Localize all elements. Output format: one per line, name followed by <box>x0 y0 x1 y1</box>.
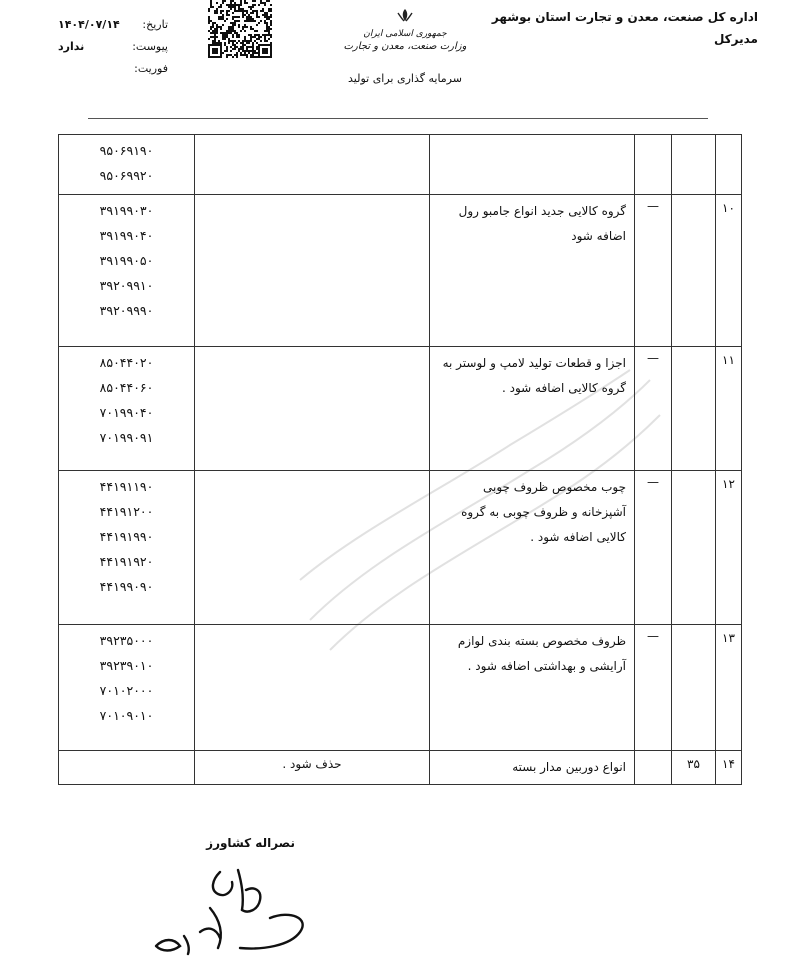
row-index: ۱۱ <box>716 347 742 471</box>
attachment-value: ندارد <box>58 40 85 53</box>
country-name: جمهوری اسلامی ایران <box>363 29 447 39</box>
org-name: اداره کل صنعت، معدن و تجارت استان بوشهر <box>491 10 758 24</box>
tariff-table <box>58 134 742 785</box>
tariff-code <box>59 754 194 779</box>
signer-name: نصراله کشاورز <box>206 836 295 850</box>
row-index: ۱۴ <box>716 751 742 785</box>
row-tariff-codes <box>59 135 195 195</box>
attachment-label: پیوست: <box>132 40 168 53</box>
row-tariff-codes <box>59 347 195 471</box>
row-code: ۳۵ <box>672 751 716 785</box>
row-description: انواع دوربین مدار بسته <box>430 751 635 785</box>
urgency-label: فوریت: <box>134 62 168 75</box>
row-tariff-codes <box>59 195 195 347</box>
tariff-code: ۷۰۱۰۹۰۱۰ <box>99 708 154 723</box>
header-divider <box>88 118 708 119</box>
tariff-code: ۷۰۱۰۲۰۰۰ <box>99 683 154 698</box>
tariff-code: ۹۵۰۶۹۹۲۰ <box>99 168 154 183</box>
tariff-code: ۴۴۱۹۱۹۹۰ <box>99 529 154 544</box>
table-row <box>59 135 742 195</box>
emblem-icon <box>394 8 416 22</box>
row-code <box>672 135 716 195</box>
letter-meta <box>58 14 168 80</box>
table-row <box>59 751 742 785</box>
date-label: تاریخ: <box>142 18 168 31</box>
row-note <box>195 625 430 751</box>
row-index: ۱۰ <box>716 195 742 347</box>
row-dash <box>635 751 672 785</box>
table-row <box>59 471 742 625</box>
tariff-code: ۳۹۱۹۹۰۳۰ <box>99 203 154 218</box>
date-row <box>58 14 168 36</box>
tariff-code: ۳۹۲۳۹۰۱۰ <box>99 658 154 673</box>
row-dash: — <box>635 625 672 751</box>
row-description <box>430 135 635 195</box>
row-dash <box>635 135 672 195</box>
ministry-block <box>330 8 480 88</box>
row-note <box>195 347 430 471</box>
row-code <box>672 347 716 471</box>
row-tariff-codes <box>59 751 195 785</box>
tariff-code: ۳۹۲۰۹۹۹۰ <box>99 303 154 318</box>
tariff-code: ۳۹۱۹۹۰۵۰ <box>99 253 154 268</box>
tariff-code: ۴۴۱۹۱۲۰۰ <box>99 504 154 519</box>
row-dash: — <box>635 471 672 625</box>
tariff-code: ۴۴۱۹۱۱۹۰ <box>99 479 154 494</box>
row-note <box>195 471 430 625</box>
table-row <box>59 347 742 471</box>
row-code <box>672 195 716 347</box>
attachment-row <box>58 36 168 58</box>
urgency-row <box>58 58 168 80</box>
tariff-code: ۹۵۰۶۹۱۹۰ <box>99 143 154 158</box>
row-index: ۱۳ <box>716 625 742 751</box>
row-tariff-codes <box>59 625 195 751</box>
row-note <box>195 195 430 347</box>
row-description: گروه کالایی جدید انواع جامبو رول اضافه شود <box>430 195 635 347</box>
date-value: ۱۴۰۴/۰۷/۱۴ <box>58 18 120 31</box>
tariff-code: ۴۴۱۹۹۰۹۰ <box>99 579 154 594</box>
tariff-code: ۸۵۰۴۴۰۶۰ <box>99 380 154 395</box>
row-tariff-codes <box>59 471 195 625</box>
qr-code-icon <box>208 0 272 58</box>
tariff-code: ۸۵۰۴۴۰۲۰ <box>99 355 154 370</box>
ministry-name: وزارت صنعت، معدن و تجارت <box>343 41 467 52</box>
row-description: چوب مخصوص ظروف چوبی آشپزخانه و ظروف چوبی به گروه کالایی اضافه شود . <box>430 471 635 625</box>
org-role: مدیرکل <box>713 32 758 46</box>
row-note <box>195 135 430 195</box>
slogan: سرمایه گذاری برای تولید <box>348 72 462 85</box>
row-code <box>672 625 716 751</box>
row-index: ۱۲ <box>716 471 742 625</box>
tariff-code: ۳۹۲۳۵۰۰۰ <box>99 633 154 648</box>
row-description: اجزا و قطعات تولید لامپ و لوستر به گروه کالایی اضافه شود . <box>430 347 635 471</box>
row-description: ظروف مخصوص بسته بندی لوازم آرایشی و بهداشتی اضافه شود . <box>430 625 635 751</box>
table-row <box>59 195 742 347</box>
tariff-code: ۳۹۱۹۹۰۴۰ <box>99 228 154 243</box>
row-code <box>672 471 716 625</box>
row-dash: — <box>635 195 672 347</box>
handwritten-signature <box>150 860 320 956</box>
row-note: حذف شود . <box>195 751 430 785</box>
tariff-code: ۷۰۱۹۹۰۹۱ <box>99 430 154 445</box>
tariff-code: ۳۹۲۰۹۹۱۰ <box>99 278 154 293</box>
row-dash: — <box>635 347 672 471</box>
tariff-code: ۴۴۱۹۱۹۲۰ <box>99 554 154 569</box>
tariff-code: ۷۰۱۹۹۰۴۰ <box>99 405 154 420</box>
org-header <box>492 6 758 50</box>
row-index <box>716 135 742 195</box>
table-row <box>59 625 742 751</box>
